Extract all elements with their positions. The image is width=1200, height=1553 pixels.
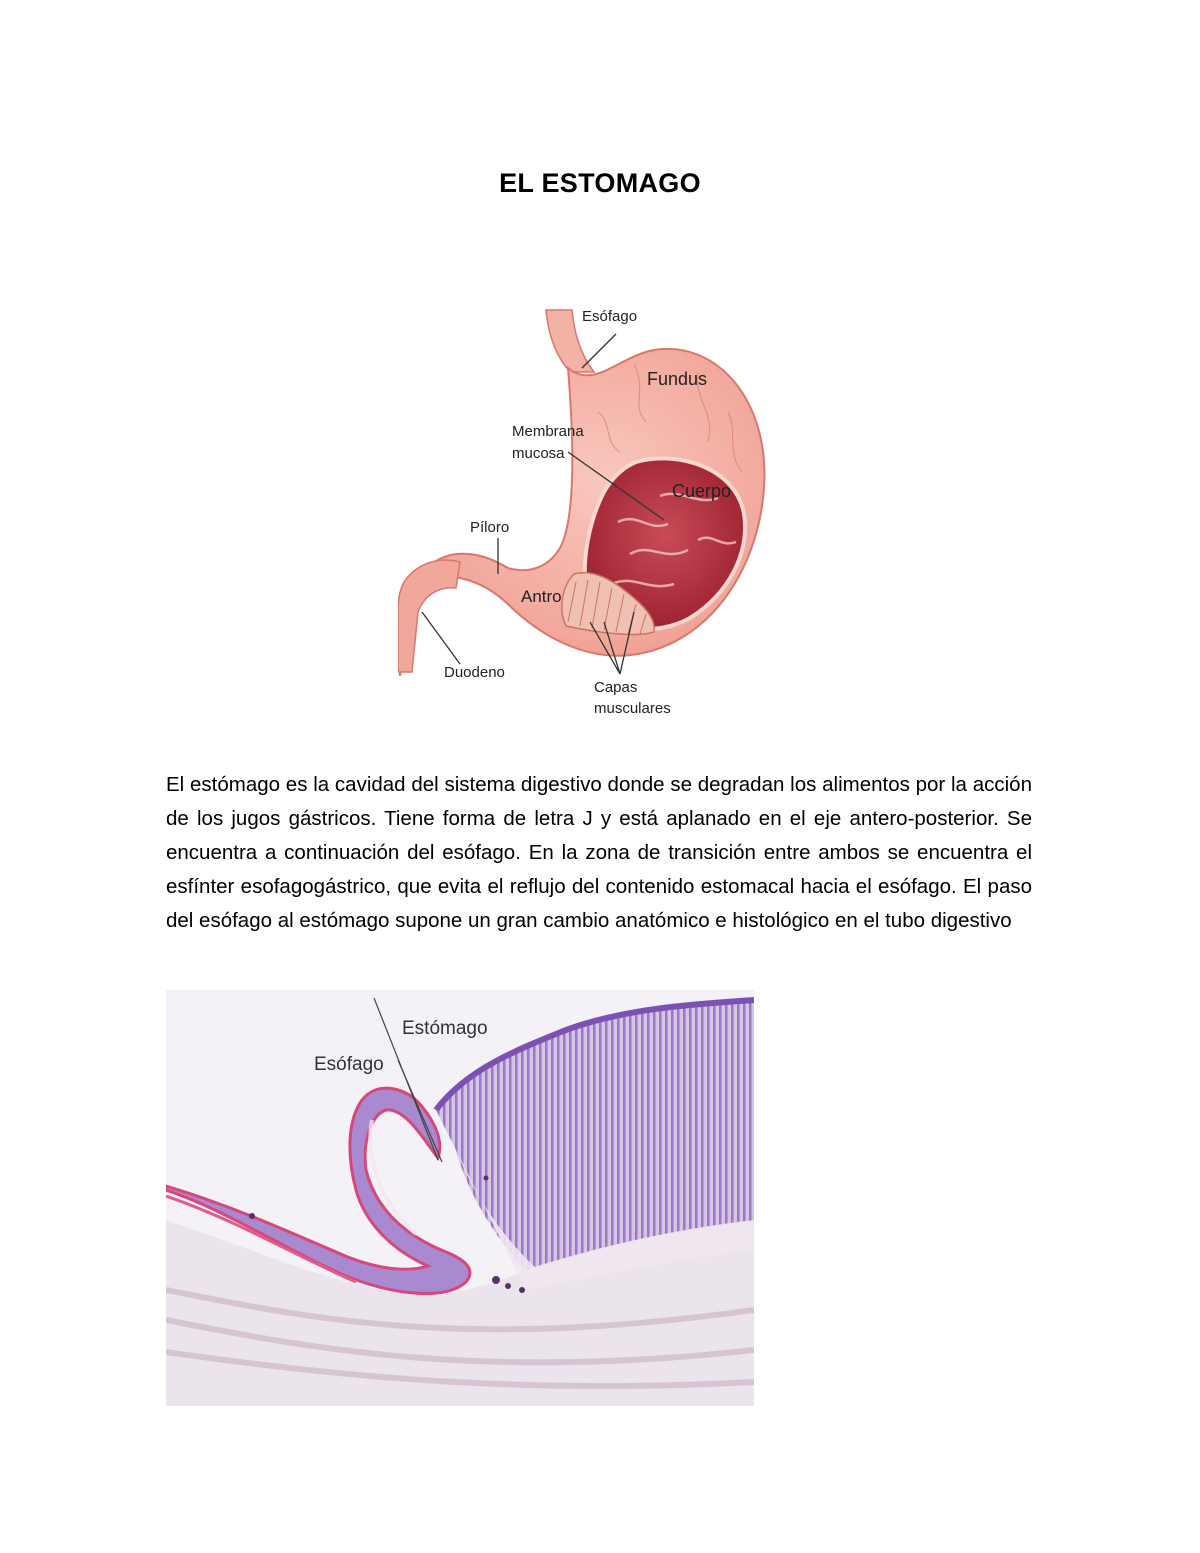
label-cuerpo: Cuerpo — [672, 481, 732, 501]
stomach-anatomy-figure — [398, 292, 770, 732]
body-paragraph: El estómago es la cavidad del sistema digestivo donde se degradan los alimentos por la acción de los jugos gástricos. Tiene forma de letra J y está aplanado en el eje antero-posterior. Se encuentra a continuación del esófago. En la zona de transición entre ambos se encuentra el esfínter esofagogástrico, que evita el reflujo del contenido estomacal hacia el esófago. El paso del esófago al estómago supone un gran cambio anatómico e histológico en el tubo digestivo — [166, 773, 1032, 932]
label-estomago: Estómago — [402, 1018, 488, 1039]
label-antro: Antro — [521, 587, 562, 606]
label-membrana: Membrana — [512, 423, 584, 440]
label-esofago: Esófago — [582, 308, 638, 325]
label-capas: Capas — [594, 679, 638, 696]
label-piloro: Píloro — [470, 519, 510, 536]
label-fundus: Fundus — [647, 369, 708, 389]
label-esofago-histology: Esófago — [314, 1054, 384, 1075]
label-musculares: musculares — [594, 700, 671, 717]
label-mucosa: mucosa — [512, 445, 565, 462]
histology-figure — [166, 990, 754, 1406]
duodenum-shape — [398, 560, 460, 672]
page-title: EL ESTOMAGO — [499, 168, 701, 198]
label-duodeno: Duodeno — [444, 664, 505, 681]
